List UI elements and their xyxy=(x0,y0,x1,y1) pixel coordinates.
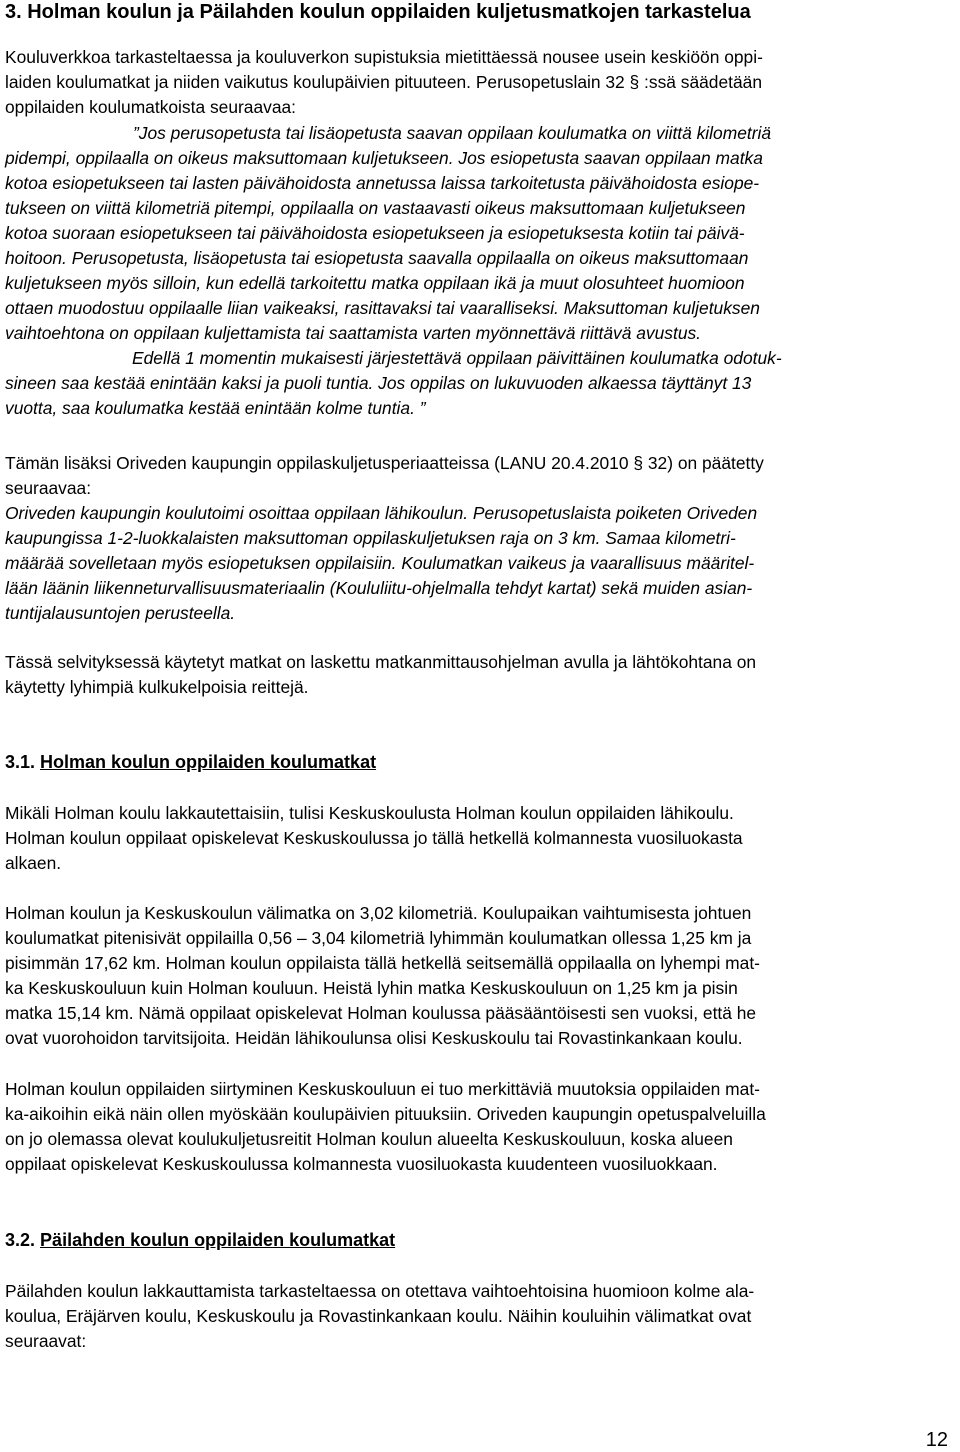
text-line: lään läänin liikenneturvallisuusmateriaalin (Koululiitu-ohjelmalla tehdyt kartat) sekä muiden asian- xyxy=(5,578,753,598)
text-line: Holman koulun oppilaiden siirtyminen Keskuskouluun ei tuo merkittäviä muutoksia oppilaiden mat- xyxy=(5,1079,760,1099)
text-line: oppilaat opiskelevat Keskuskoulussa kolmannesta vuosiluokasta kuudenteen vuosiluokkaan. xyxy=(5,1154,718,1174)
text-line: sineen saa kestää enintään kaksi ja puoli tuntia. Jos oppilas on lukuvuoden alkaessa täyttänyt 13 xyxy=(5,373,752,393)
pailahti-paragraph-1 xyxy=(5,1279,948,1354)
subsection-title: Päilahden koulun oppilaiden koulumatkat xyxy=(40,1230,396,1250)
text-line: Oriveden kaupungin koulutoimi osoittaa oppilaan lähikoulun. Perusopetuslaista poiketen Oriveden xyxy=(5,503,758,523)
section-heading: 3. Holman koulun ja Päilahden koulun oppilaiden kuljetusmatkojen tarkastelua xyxy=(5,1,751,23)
text-line: Mikäli Holman koulu lakkautettaisiin, tulisi Keskuskoulusta Holman koulun oppilaiden lähikoulu. xyxy=(5,803,734,823)
page-number: 12 xyxy=(925,1429,948,1451)
text-line: oppilaiden koulumatkoista seuraavaa: xyxy=(5,97,296,117)
holma-paragraph-3 xyxy=(5,1077,948,1177)
text-line: koulua, Eräjärven koulu, Keskuskoulu ja Rovastinkankaan koulu. Näihin kouluihin välimatkat ovat xyxy=(5,1306,752,1326)
text-line: hoitoon. Perusopetusta, lisäopetusta tai esiopetusta saavalla oppilaalla on oikeus maksuttomaan xyxy=(5,248,749,268)
subsection-number: 3.2. xyxy=(5,1230,36,1250)
text-line: ka Keskuskouluun kuin Holman kouluun. Heistä lyhin matka Keskuskouluun on 1,25 km ja pisin xyxy=(5,978,738,998)
holma-paragraph-1 xyxy=(5,801,948,876)
text-line: tuntijalausuntojen perusteella. xyxy=(5,603,236,623)
text-line: vaihtoehtona on oppilaan kuljettamista tai saattamista varten myönnettävä riittävä avustus. xyxy=(5,323,702,343)
text-line: kotoa suoraan esiopetukseen tai päivähoidosta esiopetukseen ja esiopetuksesta kotiin tai päivä- xyxy=(5,223,745,243)
text-line: on jo olemassa olevat koulukuljetusreitit Holman koulun alueelta Keskuskouluun, koska alueen xyxy=(5,1129,733,1149)
text-line: ka-aikoihin eikä näin ollen myöskään koulupäivien pituuksiin. Oriveden kaupungin opetuspalveluilla xyxy=(5,1104,766,1124)
text-line: Edellä 1 momentin mukaisesti järjestettävä oppilaan päivittäinen koulumatka odotuk- xyxy=(132,348,782,368)
subsection-heading-3-1 xyxy=(5,750,948,774)
text-line: Holman koulun ja Keskuskoulun välimatka on 3,02 kilometriä. Koulupaikan vaihtumisesta johtuen xyxy=(5,903,752,923)
subsection-heading-3-2 xyxy=(5,1228,948,1252)
text-line: matka 15,14 km. Nämä oppilaat opiskelevat Holman koulussa pääsääntöisesti sen vuoksi, että he xyxy=(5,1003,757,1023)
text-line: Tämän lisäksi Oriveden kaupungin oppilaskuljetusperiaatteissa (LANU 20.4.2010 § 32) on päätetty xyxy=(5,453,764,473)
text-line: alkaen. xyxy=(5,853,62,873)
method-paragraph xyxy=(5,650,948,700)
law-quote xyxy=(5,121,948,421)
text-line: pidempi, oppilaalla on oikeus maksuttomaan kuljetukseen. Jos esiopetusta saavan oppilaan matka xyxy=(5,148,763,168)
text-line: koulumatkat pitenisivät oppilailla 0,56 – 3,04 kilometriä lyhimmän koulumatkan ollessa 1,25 km ja xyxy=(5,928,752,948)
text-line: ovat vuorohoidon tarvitsijoita. Heidän lähikoulunsa olisi Keskuskoulu tai Rovastinkankaan koulu. xyxy=(5,1028,743,1048)
text-line: seuraavaa: xyxy=(5,478,92,498)
criteria-paragraph xyxy=(5,451,948,626)
text-line: pisimmän 17,62 km. Holman koulun oppilaista tällä hetkellä seitsemällä oppilaalla on lyhempi mat- xyxy=(5,953,760,973)
text-line: käytetty lyhimpiä kulkukelpoisia reittejä. xyxy=(5,677,309,697)
subsection-number: 3.1. xyxy=(5,752,36,772)
holma-paragraph-2 xyxy=(5,901,948,1051)
text-line: Kouluverkkoa tarkasteltaessa ja kouluverkon supistuksia mietittäessä nousee usein keskiöön oppi- xyxy=(5,47,763,67)
subsection-title: Holman koulun oppilaiden koulumatkat xyxy=(40,752,377,772)
text-line: kuljetukseen myös silloin, kun edellä tarkoitettu matka oppilaan ikä ja muut olosuhteet huomioon xyxy=(5,273,745,293)
text-line: Holman koulun oppilaat opiskelevat Keskuskoulussa jo tällä hetkellä kolmannesta vuosiluokasta xyxy=(5,828,743,848)
intro-paragraph xyxy=(5,45,948,120)
text-line: ”Jos perusopetusta tai lisäopetusta saavan oppilaan koulumatka on viittä kilometriä xyxy=(133,123,772,143)
text-line: tukseen on viittä kilometriä pitempi, oppilaalla on vastaavasti oikeus maksuttomaan kuljetukseen xyxy=(5,198,746,218)
text-line: laiden koulumatkat ja niiden vaikutus koulupäivien pituuteen. Perusopetuslain 32 § :ssä säädetään xyxy=(5,72,763,92)
text-line: kaupungissa 1-2-luokkalaisten maksuttoman oppilaskuljetuksen raja on 3 km. Samaa kilometri- xyxy=(5,528,736,548)
text-line: kotoa esiopetukseen tai lasten päivähoidosta annetussa laissa tarkoitetusta päivähoidosta esiope- xyxy=(5,173,760,193)
text-line: Tässä selvityksessä käytetyt matkat on laskettu matkanmittausohjelman avulla ja lähtökohtana on xyxy=(5,652,757,672)
text-line: seuraavat: xyxy=(5,1331,87,1351)
text-line: vuotta, saa koulumatka kestää enintään kolme tuntia. ” xyxy=(5,398,426,418)
text-line: määrää sovelletaan myös esiopetuksen oppilaisiin. Koulumatkan vaikeus ja vaarallisuus määritel- xyxy=(5,553,755,573)
text-line: ottaen muodostuu oppilaalle liian vaikeaksi, rasittavaksi tai vaaralliseksi. Maksuttoman kuljetuksen xyxy=(5,298,760,318)
text-line: Päilahden koulun lakkauttamista tarkasteltaessa on otettava vaihtoehtoisina huomioon kolme ala- xyxy=(5,1281,755,1301)
